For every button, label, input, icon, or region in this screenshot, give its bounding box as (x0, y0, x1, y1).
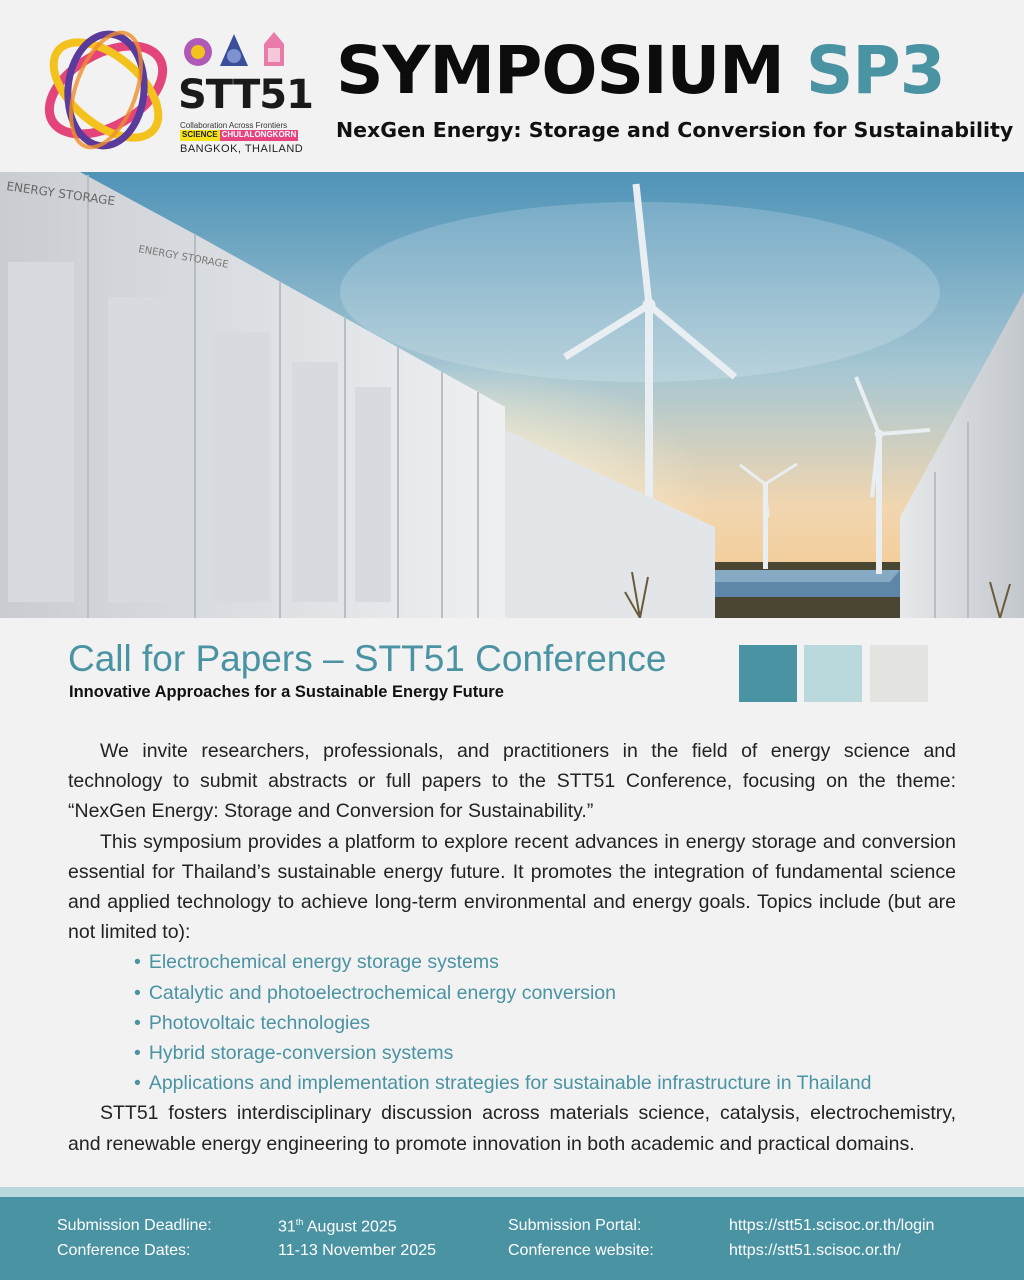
hero-label-2: ENERGY STORAGE (137, 244, 230, 271)
dates-value: 11-13 November 2025 (278, 1242, 437, 1259)
logo-chulalongkorn: CHULALONGKORN (221, 130, 297, 139)
body-text (68, 736, 956, 1159)
paragraph-invite: We invite researchers, professionals, and practitioners in the field of energy science and technology to submit abstracts or full papers to the STT51 Conference, focusing on the theme: “NexGen Energy: Storage and Conversion for Sustainability.” (68, 740, 956, 823)
section-subtitle: Innovative Approaches for a Sustainable Energy Future (69, 683, 504, 701)
section-title: Call for Papers – STT51 Conference (68, 638, 667, 679)
header (0, 0, 1024, 172)
title-main: SYMPOSIUM (336, 32, 784, 109)
logo-tagline: Collaboration Across Frontiers (180, 121, 288, 130)
portal-link[interactable]: https://stt51.scisoc.or.th/login (729, 1217, 935, 1234)
paragraph-fosters: STT51 fosters interdisciplinary discussion across materials science, catalysis, electrochemistry, and renewable energy engineering to promote innovation in both academic and practical domains. (68, 1102, 956, 1155)
hero-label-1: ENERGY STORAGE (5, 179, 116, 209)
page-title (336, 32, 945, 109)
topic-item: • Hybrid storage-conversion systems (134, 1038, 956, 1068)
page-subtitle: NexGen Energy: Storage and Conversion for Sustainability (336, 118, 1014, 142)
deadline-day: 31 (278, 1218, 296, 1236)
topic-item: • Catalytic and photoelectrochemical energy conversion (134, 978, 956, 1008)
hero-image (0, 172, 1024, 618)
deadline-suffix: th (295, 1217, 304, 1227)
logo-ring-icon (28, 22, 188, 157)
topic-item: • Applications and implementation strategies for sustainable infrastructure in Thailand (134, 1068, 956, 1098)
website-label: Conference website: (508, 1242, 654, 1259)
deadline-label: Submission Deadline: (57, 1217, 212, 1234)
website-link[interactable]: https://stt51.scisoc.or.th/ (729, 1242, 901, 1259)
footer-accent-bar (0, 1187, 1024, 1197)
topic-item: • Photovoltaic technologies (134, 1008, 956, 1038)
university-emblems-icon (178, 26, 308, 76)
footer (0, 1197, 1024, 1280)
dates-label: Conference Dates: (57, 1242, 191, 1259)
logo-name: STT51 (178, 72, 313, 118)
logo-location: BANGKOK, THAILAND (180, 143, 304, 155)
color-swatch-dark (739, 645, 797, 702)
logo-science: SCIENCE (182, 130, 218, 139)
energy-storage-scene-icon (0, 172, 1024, 618)
stt51-logo (28, 22, 313, 157)
title-code: SP3 (805, 32, 945, 109)
color-swatch-neutral (870, 645, 928, 702)
paragraph-platform: This symposium provides a platform to explore recent advances in energy storage and conversion essential for Thailand’s sustainable energy future. It promotes the integration of fundamental science and applied technology to achieve long-term environmental and energy goals. Topics include (but are not limited to): (68, 830, 956, 944)
color-swatch-light (804, 645, 862, 702)
deadline-value (278, 1217, 397, 1236)
deadline-month-year: August 2025 (303, 1218, 397, 1236)
topic-item: • Electrochemical energy storage systems (134, 947, 956, 977)
logo-faculty-strip (180, 130, 298, 141)
topics-list (68, 947, 956, 1098)
portal-label: Submission Portal: (508, 1217, 642, 1234)
